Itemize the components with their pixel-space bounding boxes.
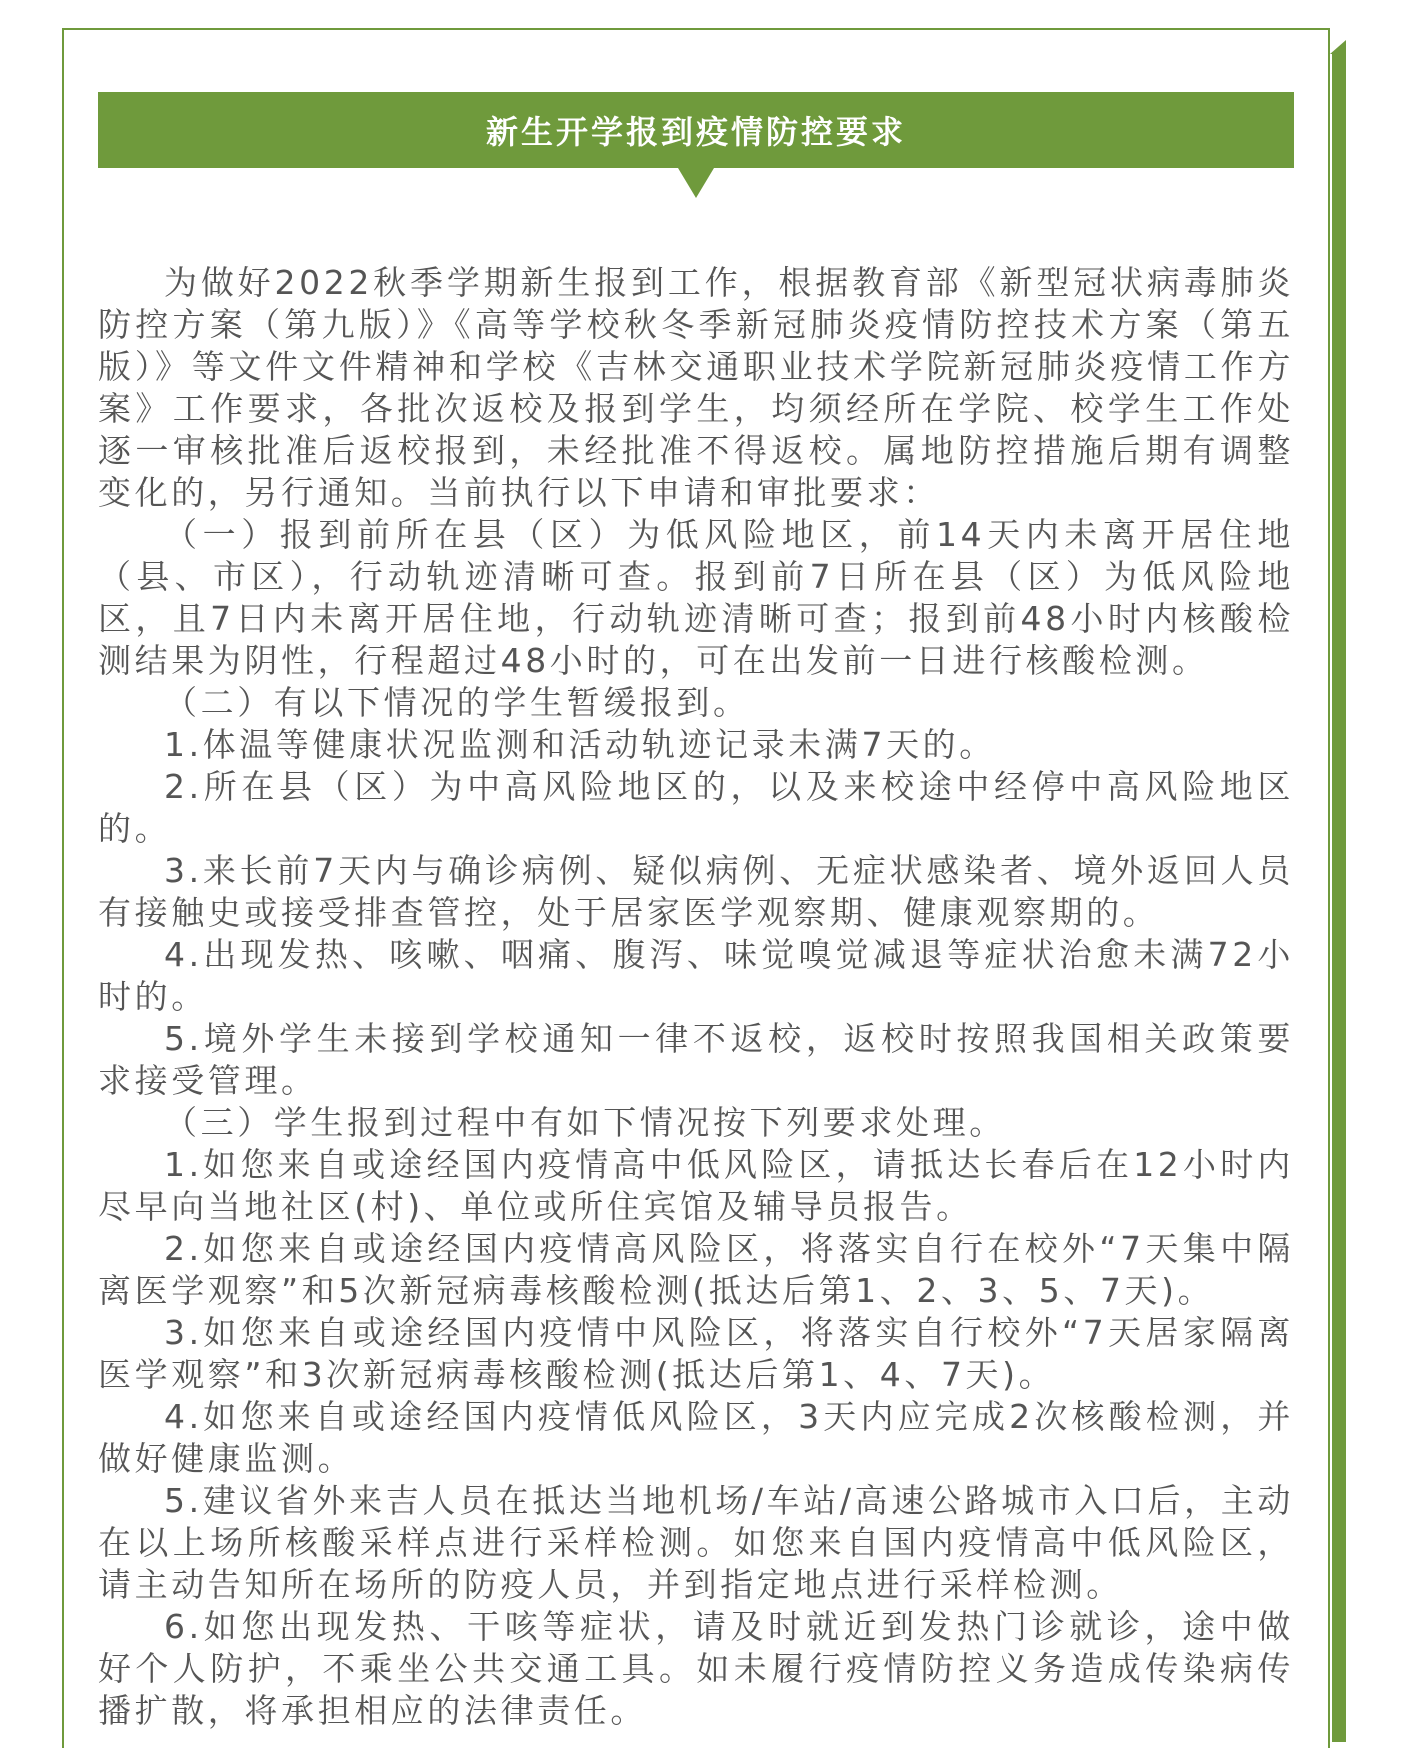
paragraph-section-3-item-5: 5.建议省外来吉人员在抵达当地机场/车站/高速公路城市入口后，主动在以上场所核酸采样点进行采样检测。如您来自国内疫情高中低风险区，请主动告知所在场所的防疫人员，并到指定地点进行采样检测。 <box>98 1481 1294 1604</box>
paragraph-section-3-item-1: 1.如您来自或途经国内疫情高中低风险区，请抵达长春后在12小时内尽早向当地社区(村)、单位或所住宾馆及辅导员报告。 <box>98 1145 1294 1226</box>
paragraph-section-2-item-2: 2.所在县（区）为中高风险地区的，以及来校途中经停中高风险地区的。 <box>98 767 1294 848</box>
paragraph-section-2-item-1: 1.体温等健康状况监测和活动轨迹记录未满7天的。 <box>164 725 996 764</box>
page-title: 新生开学报到疫情防控要求 <box>485 113 906 151</box>
frame-shadow <box>1332 52 1346 1742</box>
paragraph-section-3-heading: （三）学生报到过程中有如下情况按下列要求处理。 <box>164 1103 1006 1142</box>
paragraph-section-3-item-3: 3.如您来自或途经国内疫情中风险区，将落实自行校外“7天居家隔离医学观察”和3次新冠病毒核酸检测(抵达后第1、4、7天)。 <box>98 1313 1294 1394</box>
paragraph-section-1: （一）报到前所在县（区）为低风险地区，前14天内未离开居住地（县、市区），行动轨迹清晰可查。报到前7日所在县（区）为低风险地区，且7日内未离开居住地，行动轨迹清晰可查；报到前48小时内核酸检测结果为阴性，行程超过48小时的，可在出发前一日进行核酸检测。 <box>98 515 1294 680</box>
paragraph-section-2-item-4: 4.出现发热、咳嗽、咽痛、腹泻、味觉嗅觉减退等症状治愈未满72小时的。 <box>98 935 1294 1016</box>
paragraph-section-2-item-5: 5.境外学生未接到学校通知一律不返校，返校时按照我国相关政策要求接受管理。 <box>98 1019 1294 1100</box>
title-pointer-arrow <box>678 168 714 198</box>
paragraph-section-3-item-2: 2.如您来自或途经国内疫情高风险区，将落实自行在校外“7天集中隔离医学观察”和5次新冠病毒核酸检测(抵达后第1、2、3、5、7天)。 <box>98 1229 1294 1310</box>
paragraph-section-2-item-3: 3.来长前7天内与确诊病例、疑似病例、无症状感染者、境外返回人员有接触史或接受排查管控，处于居家医学观察期、健康观察期的。 <box>98 851 1294 932</box>
paragraph-section-3-item-4: 4.如您来自或途经国内疫情低风险区，3天内应完成2次核酸检测，并做好健康监测。 <box>98 1397 1294 1478</box>
paragraph-section-2-heading: （二）有以下情况的学生暂缓报到。 <box>164 683 750 722</box>
paragraph-section-3-item-6: 6.如您出现发热、干咳等症状，请及时就近到发热门诊就诊，途中做好个人防护，不乘坐公共交通工具。如未履行疫情防控义务造成传染病传播扩散，将承担相应的法律责任。 <box>98 1607 1294 1730</box>
title-banner <box>98 92 1294 168</box>
notice-body <box>98 262 1294 1732</box>
paragraph-intro: 为做好2022秋季学期新生报到工作，根据教育部《新型冠状病毒肺炎防控方案（第九版）》《高等学校秋冬季新冠肺炎疫情防控技术方案（第五版）》等文件文件精神和学校《吉林交通职业技术学院新冠肺炎疫情工作方案》工作要求，各批次返校及报到学生，均须经所在学院、校学生工作处逐一审核批准后返校报到，未经批准不得返校。属地防控措施后期有调整变化的，另行通知。当前执行以下申请和审批要求： <box>98 263 1294 512</box>
